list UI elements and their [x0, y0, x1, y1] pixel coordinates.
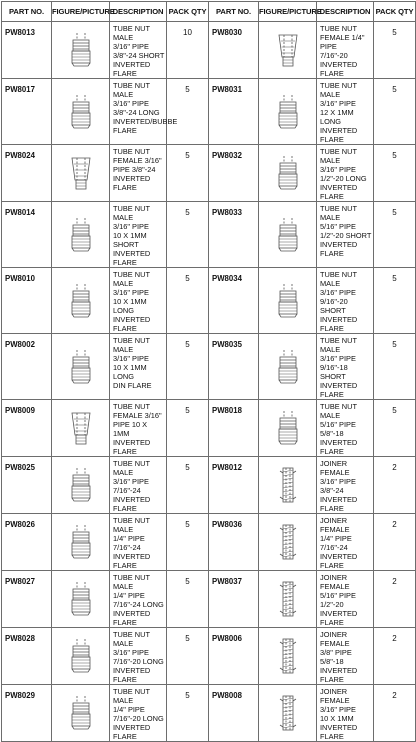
figure-cell [259, 400, 317, 457]
description-text: TUBE NUT MALE 3/16" PIPE 3/8"-24 SHORT INVERTED FLARE [113, 24, 165, 78]
pack-qty: 5 [167, 571, 209, 628]
description-cell [317, 685, 374, 742]
table-row [2, 514, 416, 571]
description-cell [110, 202, 167, 268]
part-number: PW8034 [209, 268, 259, 334]
header-figure: FIGURE/PICTURE [52, 2, 110, 22]
description-text: TUBE NUT FEMALE 3/16" PIPE 3/8"-24 INVERTED FLARE [113, 147, 162, 192]
pack-qty: 10 [167, 22, 209, 79]
figure-cell [52, 571, 110, 628]
tube-nut-female-icon [52, 155, 109, 191]
figure-cell [52, 22, 110, 79]
description-cell [317, 334, 374, 400]
pack-qty: 5 [167, 145, 209, 202]
part-number: PW8030 [209, 22, 259, 79]
tube-nut-male-icon [52, 695, 109, 731]
tube-nut-male-icon [52, 524, 109, 560]
pack-qty: 2 [374, 571, 416, 628]
figure-cell [259, 79, 317, 145]
description-cell [317, 202, 374, 268]
figure-cell [52, 628, 110, 685]
part-number: PW8028 [2, 628, 52, 685]
figure-cell [52, 202, 110, 268]
description-text: TUBE NUT MALE 3/16" PIPE 12 X 1MM LONG INVERTED FLARE [320, 81, 358, 144]
tube-nut-male-icon [52, 94, 109, 130]
table-row [2, 400, 416, 457]
description-text: JOINER FEMALE 3/16" PIPE 10 X 1MM INVERTED FLARE [320, 687, 358, 741]
description-text: TUBE NUT MALE 1/4" PIPE 7/16"-24 INVERTED FLARE [113, 516, 151, 570]
figure-cell [52, 79, 110, 145]
joiner-female-icon [259, 581, 316, 617]
tube-nut-male-icon [52, 32, 109, 68]
table-row [2, 685, 416, 742]
pack-qty: 5 [167, 79, 209, 145]
description-cell [110, 22, 167, 79]
description-text: JOINER FEMALE 5/16" PIPE 1/2"-20 INVERTED FLARE [320, 573, 358, 627]
description-text: JOINER FEMALE 3/8" PIPE 5/8"-18 INVERTED FLARE [320, 630, 358, 684]
part-number: PW8032 [209, 145, 259, 202]
description-text: TUBE NUT MALE 5/16" PIPE 5/8"-18 INVERTED FLARE [320, 402, 358, 456]
description-text: TUBE NUT MALE 3/16" PIPE 7/16"-24 INVERTED FLARE [113, 459, 151, 513]
figure-cell [259, 571, 317, 628]
description-cell [110, 514, 167, 571]
joiner-female-icon [259, 467, 316, 503]
part-number: PW8037 [209, 571, 259, 628]
figure-cell [259, 457, 317, 514]
header-part-no: PART NO. [209, 2, 259, 22]
table-row [2, 457, 416, 514]
description-text: TUBE NUT MALE 3/16" PIPE 10 X 1MM SHORT INVERTED FLARE [113, 204, 151, 267]
tube-nut-female-icon [259, 32, 316, 68]
pack-qty: 2 [374, 628, 416, 685]
tube-nut-male-icon [259, 155, 316, 191]
part-number: PW8012 [209, 457, 259, 514]
description-cell [110, 628, 167, 685]
tube-nut-male-icon [259, 94, 316, 130]
description-cell [317, 571, 374, 628]
figure-cell [52, 457, 110, 514]
pack-qty: 2 [374, 514, 416, 571]
description-cell [110, 457, 167, 514]
figure-cell [259, 145, 317, 202]
description-text: TUBE NUT MALE 3/16" PIPE 1/2"-20 LONG INVERTED FLARE [320, 147, 367, 201]
figure-cell [259, 268, 317, 334]
part-number: PW8036 [209, 514, 259, 571]
pack-qty: 5 [167, 334, 209, 400]
part-number: PW8026 [2, 514, 52, 571]
part-number: PW8009 [2, 400, 52, 457]
figure-cell [259, 22, 317, 79]
figure-cell [52, 145, 110, 202]
figure-cell [52, 334, 110, 400]
parts-table [1, 1, 416, 742]
table-row [2, 268, 416, 334]
part-number: PW8018 [209, 400, 259, 457]
header-pack-qty: PACK QTY [167, 2, 209, 22]
description-cell [110, 145, 167, 202]
pack-qty: 5 [374, 400, 416, 457]
part-number: PW8033 [209, 202, 259, 268]
table-body [2, 22, 416, 742]
description-text: JOINER FEMALE 1/4" PIPE 7/16"-24 INVERTED FLARE [320, 516, 358, 570]
figure-cell [52, 514, 110, 571]
tube-nut-male-icon [259, 349, 316, 385]
description-cell [110, 400, 167, 457]
pack-qty: 5 [167, 268, 209, 334]
tube-nut-male-icon [52, 638, 109, 674]
table-row [2, 571, 416, 628]
description-text: TUBE NUT MALE 5/16" PIPE 1/2"-20 SHORT INVERTED FLARE [320, 204, 372, 258]
table-row [2, 145, 416, 202]
part-number: PW8035 [209, 334, 259, 400]
header-description: DESCRIPTION [317, 2, 374, 22]
part-number: PW8014 [2, 202, 52, 268]
pack-qty: 5 [167, 514, 209, 571]
description-text: TUBE NUT MALE 3/16" PIPE 9/16"-20 SHORT INVERTED FLARE [320, 270, 358, 333]
part-number: PW8031 [209, 79, 259, 145]
description-cell [110, 571, 167, 628]
part-number: PW8002 [2, 334, 52, 400]
table-row [2, 202, 416, 268]
pack-qty: 2 [374, 457, 416, 514]
pack-qty: 5 [374, 145, 416, 202]
description-cell [317, 400, 374, 457]
description-text: TUBE NUT MALE 3/16" PIPE 9/16"-18 SHORT INVERTED FLARE [320, 336, 358, 399]
description-cell [110, 685, 167, 742]
tube-nut-male-icon [52, 349, 109, 385]
tube-nut-male-icon [259, 217, 316, 253]
figure-cell [259, 685, 317, 742]
description-text: TUBE NUT FEMALE 3/16" PIPE 10 X 1MM INVERTED FLARE [113, 402, 162, 456]
description-text: TUBE NUT FEMALE 1/4" PIPE 7/16"-20 INVERTED FLARE [320, 24, 365, 78]
parts-catalog [1, 1, 415, 741]
description-text: TUBE NUT MALE 3/16" PIPE 7/16"-20 LONG INVERTED FLARE [113, 630, 164, 684]
table-header-row [2, 2, 416, 22]
table-row [2, 628, 416, 685]
description-cell [317, 22, 374, 79]
tube-nut-male-icon [52, 283, 109, 319]
pack-qty: 2 [374, 685, 416, 742]
table-row [2, 79, 416, 145]
header-description: DESCRIPTION [110, 2, 167, 22]
joiner-female-icon [259, 638, 316, 674]
part-number: PW8017 [2, 79, 52, 145]
pack-qty: 5 [374, 202, 416, 268]
pack-qty: 5 [374, 22, 416, 79]
pack-qty: 5 [167, 628, 209, 685]
part-number: PW8024 [2, 145, 52, 202]
table-row [2, 22, 416, 79]
tube-nut-male-icon [52, 467, 109, 503]
description-cell [317, 457, 374, 514]
part-number: PW8008 [209, 685, 259, 742]
description-cell [317, 145, 374, 202]
figure-cell [259, 202, 317, 268]
description-cell [110, 79, 178, 145]
part-number: PW8013 [2, 22, 52, 79]
header-pack-qty: PACK QTY [374, 2, 416, 22]
figure-cell [259, 514, 317, 571]
pack-qty: 5 [167, 457, 209, 514]
figure-cell [52, 685, 110, 742]
description-text: TUBE NUT MALE 1/4" PIPE 7/16"-20 LONG INVERTED FLARE [113, 687, 164, 741]
part-number: PW8006 [209, 628, 259, 685]
description-cell [110, 268, 167, 334]
tube-nut-female-icon [52, 410, 109, 446]
pack-qty: 5 [374, 79, 416, 145]
description-text: TUBE NUT MALE 3/16" PIPE 10 X 1MM LONG DIN FLARE [113, 336, 152, 390]
description-cell [317, 79, 374, 145]
table-row [2, 334, 416, 400]
figure-cell [259, 628, 317, 685]
description-text: TUBE NUT MALE 3/16" PIPE 10 X 1MM LONG INVERTED FLARE [113, 270, 151, 333]
header-part-no: PART NO. [2, 2, 52, 22]
figure-cell [52, 268, 110, 334]
tube-nut-male-icon [259, 410, 316, 446]
part-number: PW8010 [2, 268, 52, 334]
part-number: PW8029 [2, 685, 52, 742]
joiner-female-icon [259, 695, 316, 731]
description-cell [317, 268, 374, 334]
tube-nut-male-icon [259, 283, 316, 319]
description-text: JOINER FEMALE 3/16" PIPE 3/8"-24 INVERTED FLARE [320, 459, 358, 513]
figure-cell [52, 400, 110, 457]
joiner-female-icon [259, 524, 316, 560]
part-number: PW8025 [2, 457, 52, 514]
pack-qty: 5 [374, 268, 416, 334]
part-number: PW8027 [2, 571, 52, 628]
pack-qty: 5 [374, 334, 416, 400]
pack-qty: 5 [167, 685, 209, 742]
tube-nut-male-icon [52, 217, 109, 253]
figure-cell [259, 334, 317, 400]
description-cell [317, 628, 374, 685]
description-text: TUBE NUT MALE 1/4" PIPE 7/16"-24 LONG INVERTED FLARE [113, 573, 164, 627]
description-cell [317, 514, 374, 571]
description-text: TUBE NUT MALE 3/16" PIPE 3/8"-24 LONG INVERTED/BUBBE FLARE [113, 81, 178, 135]
pack-qty: 5 [167, 400, 209, 457]
description-cell [110, 334, 167, 400]
pack-qty: 5 [167, 202, 209, 268]
header-figure: FIGURE/PICTURE [259, 2, 317, 22]
tube-nut-male-icon [52, 581, 109, 617]
